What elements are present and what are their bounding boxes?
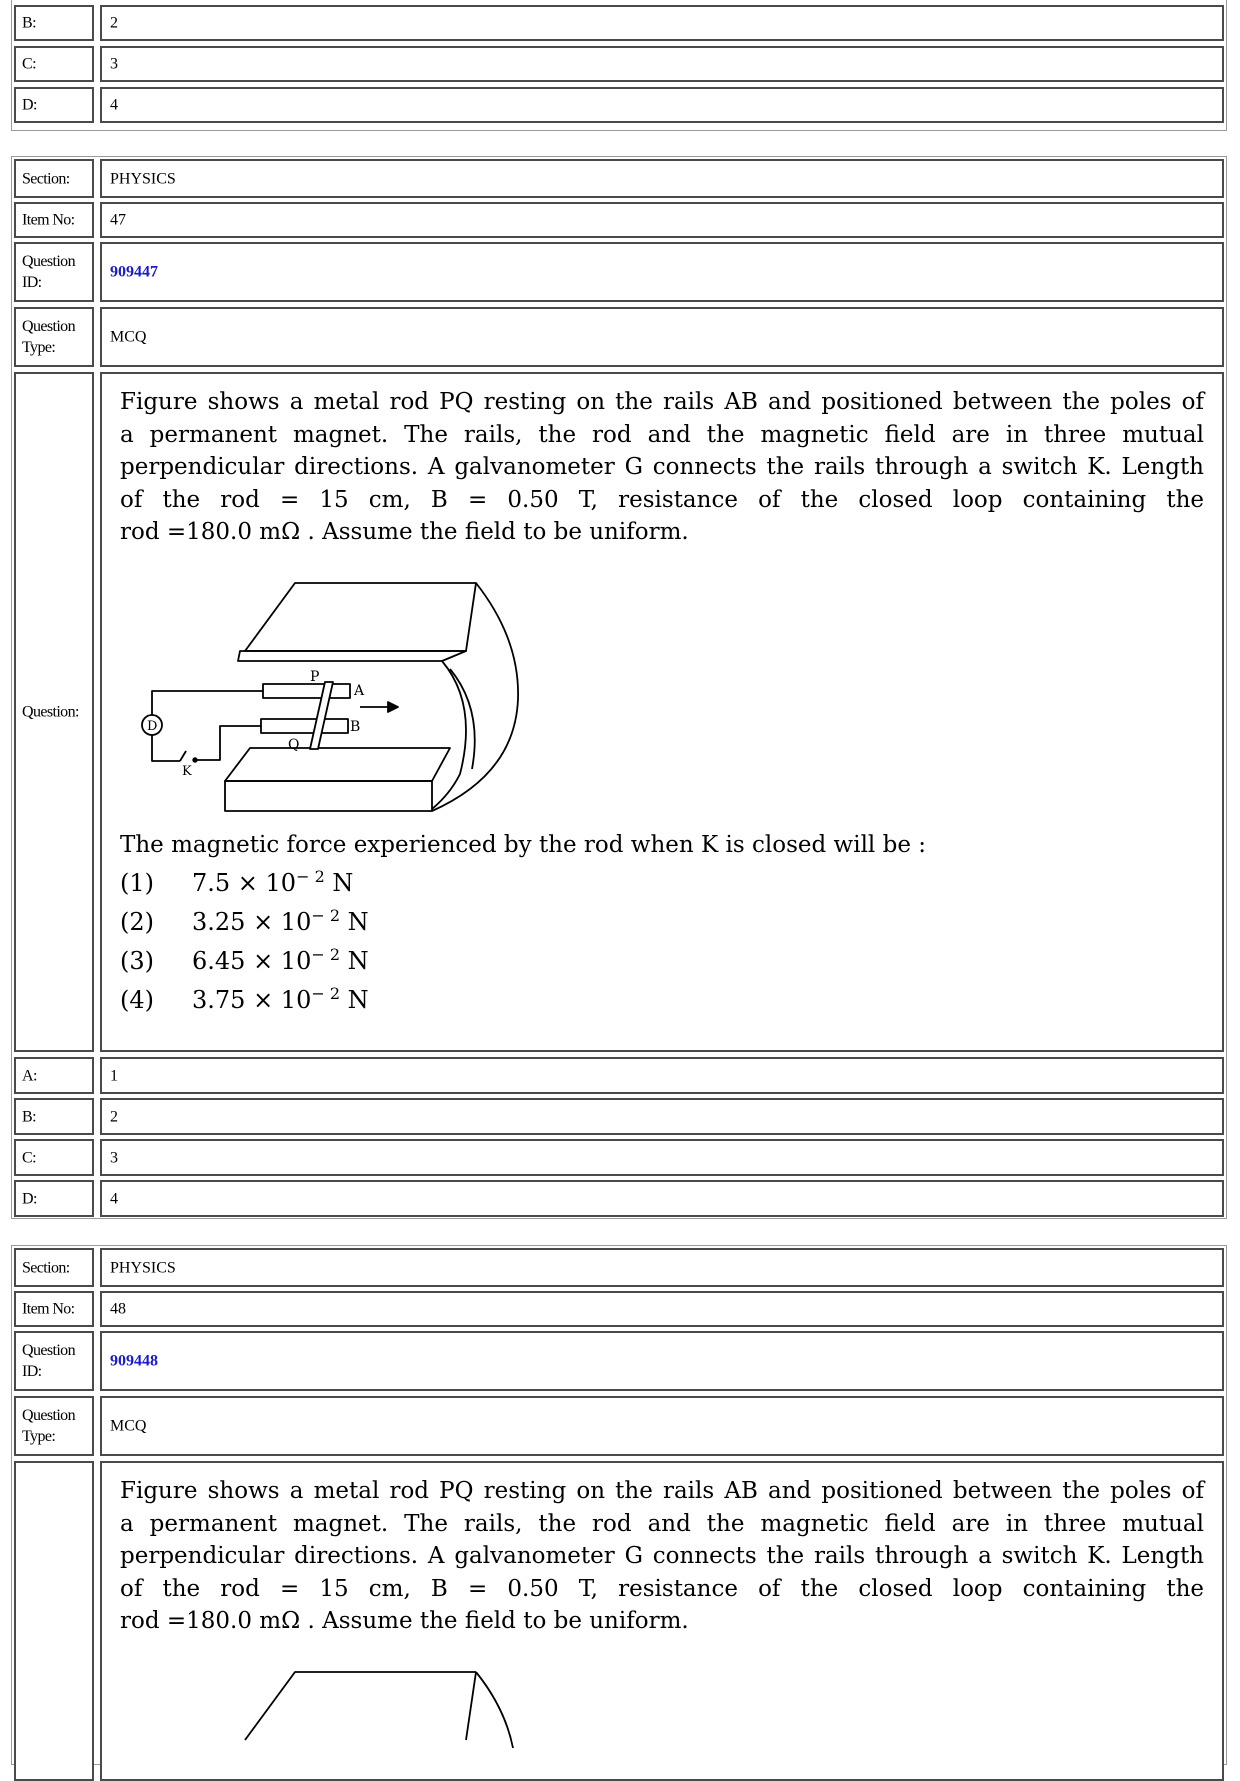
answer-row-d xyxy=(14,87,1224,123)
option-exponent: − 2 xyxy=(311,906,341,925)
answer-label: C: xyxy=(22,1149,36,1166)
question-line: of the rod = 15 cm, B = 0.50 T, resistance of the closed loop containing the xyxy=(120,1575,1204,1602)
option-number: (2) xyxy=(120,908,154,936)
question-type-row xyxy=(14,307,1224,367)
question-line: a permanent magnet. The rails, the rod and the magnetic field are in three mutual xyxy=(120,421,1204,448)
option-unit: N xyxy=(340,986,369,1014)
section-row xyxy=(14,159,1224,198)
answer-value: 2 xyxy=(110,14,118,32)
answer-value: 1 xyxy=(110,1067,118,1084)
question-line: perpendicular directions. A galvanometer G connects the rails through a switch K. Length xyxy=(120,454,1204,480)
section-value: PHYSICS xyxy=(110,170,176,187)
figure-label-a: A xyxy=(354,683,365,699)
answer-value: 3 xyxy=(110,1149,118,1166)
option-number: (4) xyxy=(120,986,154,1014)
item-value: 48 xyxy=(110,1300,126,1318)
option-mantissa: 3.25 × 10 xyxy=(192,908,312,936)
question-block-47 xyxy=(11,156,1227,1219)
answer-label: B: xyxy=(22,1108,36,1125)
question-type-label: Question Type: xyxy=(22,318,75,356)
option-unit: N xyxy=(324,869,354,897)
answer-row-c xyxy=(14,46,1224,82)
section-value: PHYSICS xyxy=(110,1259,176,1276)
option-3 xyxy=(120,945,369,975)
question-id-value: 909448 xyxy=(110,1352,158,1370)
section-row xyxy=(14,1248,1224,1287)
question-line: rod =180.0 mΩ . Assume the field to be uniform. xyxy=(120,1608,689,1634)
question-block-48 xyxy=(11,1245,1227,1765)
question-type-row xyxy=(14,1396,1224,1456)
question-line: Figure shows a metal rod PQ resting on the rails AB and positioned between the poles of xyxy=(120,1478,1204,1504)
option-1 xyxy=(120,867,353,897)
question-text xyxy=(120,386,1204,549)
answer-label: D: xyxy=(22,96,37,114)
item-row xyxy=(14,202,1224,238)
option-mantissa: 7.5 × 10 xyxy=(192,869,297,897)
option-exponent: − 2 xyxy=(296,867,325,886)
option-number: (1) xyxy=(120,869,154,897)
question-line: of the rod = 15 cm, B = 0.50 T, resistance of the closed loop containing the xyxy=(120,486,1204,513)
answer-value: 4 xyxy=(110,1190,118,1207)
item-row xyxy=(14,1291,1224,1327)
answer-label: A: xyxy=(22,1067,37,1084)
figure-label-k: K xyxy=(182,764,192,779)
item-value: 47 xyxy=(110,211,126,229)
option-unit: N xyxy=(340,908,369,936)
question-line: Figure shows a metal rod PQ resting on the rails AB and positioned between the poles of xyxy=(120,389,1204,415)
item-label: Item No: xyxy=(22,1300,75,1318)
question-label: Question: xyxy=(22,703,79,721)
question-id-row xyxy=(14,1331,1224,1391)
question-id-label: Question ID: xyxy=(22,253,75,291)
magnet-rail-figure xyxy=(120,1658,520,1758)
question-line: a permanent magnet. The rails, the rod and the magnetic field are in three mutual xyxy=(120,1510,1204,1537)
question-row xyxy=(14,1461,1224,1781)
figure-label-b: B xyxy=(350,719,361,735)
option-exponent: − 2 xyxy=(311,984,341,1003)
question-id-value: 909447 xyxy=(110,263,158,281)
item-label: Item No: xyxy=(22,211,75,229)
question-type-label: Question Type: xyxy=(22,1407,75,1445)
section-label: Section: xyxy=(22,170,70,187)
figure-label-galvanometer: D xyxy=(147,719,158,734)
answer-label: D: xyxy=(22,1190,37,1207)
option-unit: N xyxy=(340,947,369,975)
answer-label: C: xyxy=(22,55,36,73)
answer-row-a xyxy=(14,1057,1224,1094)
option-mantissa: 3.75 × 10 xyxy=(192,986,312,1014)
figure-label-q: Q xyxy=(288,737,300,753)
question-line: rod =180.0 mΩ . Assume the field to be uniform. xyxy=(120,519,689,545)
figure-label-p: P xyxy=(310,669,320,685)
question-type-value: MCQ xyxy=(110,1417,147,1435)
answer-row-d xyxy=(14,1180,1224,1217)
option-4 xyxy=(120,984,369,1014)
question-line: perpendicular directions. A galvanometer G connects the rails through a switch K. Length xyxy=(120,1543,1204,1569)
magnet-rail-figure xyxy=(120,569,520,824)
answer-row-c xyxy=(14,1139,1224,1176)
previous-question-block xyxy=(11,0,1227,131)
answer-row-b xyxy=(14,5,1224,41)
option-mantissa: 6.45 × 10 xyxy=(192,947,312,975)
question-id-row xyxy=(14,242,1224,302)
question-text xyxy=(120,1475,1204,1638)
answer-value: 3 xyxy=(110,55,118,73)
question-id-label: Question ID: xyxy=(22,1342,75,1380)
option-exponent: − 2 xyxy=(311,945,341,964)
option-2 xyxy=(120,906,369,936)
section-label: Section: xyxy=(22,1259,70,1276)
answer-value: 4 xyxy=(110,96,118,114)
question-row xyxy=(14,372,1224,1052)
option-number: (3) xyxy=(120,947,154,975)
answer-value: 2 xyxy=(110,1108,118,1125)
answer-row-b xyxy=(14,1098,1224,1135)
question-prompt: The magnetic force experienced by the rod when K is closed will be : xyxy=(120,832,926,858)
question-type-value: MCQ xyxy=(110,328,147,346)
answer-label: B: xyxy=(22,14,36,32)
